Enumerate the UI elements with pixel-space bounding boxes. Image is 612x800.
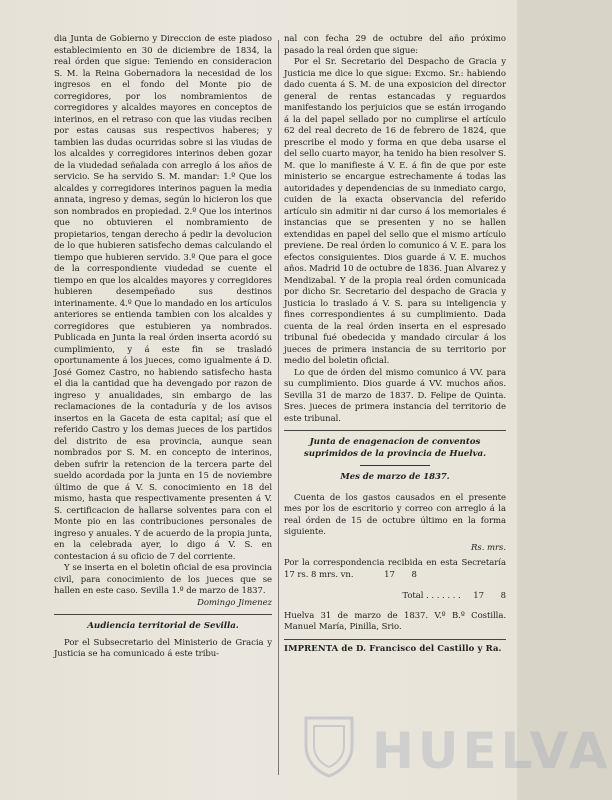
body-paragraph: nal con fecha 29 de octubre del año próximo pasado la real órden que sigue: bbox=[284, 34, 506, 56]
body-paragraph: Y se inserta en el boletin oficial de esa provincia civil, para conocimiento de los jueces que se hallen en este caso. Sevilla 1.º de marzo de 1837. bbox=[54, 563, 272, 596]
imprint-line: IMPRENTA de D. Francisco del Castillo y Ra. bbox=[284, 643, 502, 654]
total-row: Total . . . . . . . 17 8 bbox=[402, 591, 506, 601]
separator-rule bbox=[54, 614, 272, 615]
body-paragraph: Por el Sr. Secretario del Despacho de Gracia y Justicia me dice lo que sigue: Excmo. Sr.: habiendo dado cuenta á S. M. de una exposicion del director general de rentas estancadas y reguardos manifestando los perjuicios que se están irrogando á la del papel sellado por no cumplirse el artículo 62 del real decreto de 16 de febrero de 1824, que prescribe el modo y forma en que deba usarse el del sello cuarto mayor, ha tenido ha bien resolver S. M. que lo manifieste á V. E. á fin de que por este ministerio se encargue estrechamente á todas las autoridades y dependencias de su inmediato cargo, cuiden de la exacta observancia del referido artículo sin admitir ni dar curso á los memoriales é instancias que se presenten y no se hallen extendidas en papel del sello que el mismo artículo previene. De real órden lo comunico á V. E. para los efectos consiguientes. Dios guarde á V. E. muchos años. Madrid 10 de octubre de 1836. Juan Alvarez y Mendizabal. Y de la propia real órden comunicada por dicho Sr. Secretario del despacho de Gracia y Justicia lo traslado á V. S. para su inteligencia y fines correspondientes á su cumplimiento. Dada cuenta de la real órden inserta en el espresado tribunal fué obedecida y mandado circular á los jueces de primera instancia de su territorio por medio del boletin oficial. bbox=[284, 57, 506, 366]
section-heading: Audiencia territorial de Sevilla. bbox=[87, 621, 239, 631]
total-reales: 17 bbox=[473, 591, 484, 601]
column-divider bbox=[278, 40, 279, 775]
closing-line: Huelva 31 de marzo de 1837. V.º B.º Costilla. Manuel María, Pinilla, Srio. bbox=[284, 610, 506, 632]
body-paragraph: Lo que de órden del mismo comunico á VV. para su cumplimiento. Dios guarde á VV. muchos años. Sevilla 31 de marzo de 1837. D. Felipe de Quinta. Sres. jueces de primera instancia del territorio de este tribunal. bbox=[284, 367, 506, 424]
date-heading: Mes de marzo de 1837. bbox=[340, 472, 450, 482]
short-rule bbox=[360, 465, 430, 466]
left-column bbox=[54, 34, 272, 661]
body-paragraph: dia Junta de Gobierno y Direccion de este piadoso establecimiento en 30 de diciembre de 1834, la real órden que sigue: Teniendo en consideracion S. M. la Reina Gobernadora la necesidad de los ingresos en el fondo del Monte pio de corregidores, por los nombramientos de corregidores y alcaldes mayores en conceptos de interinos, en el retraso con que las viudas reciben por estas causas sus respectivos haberes; y tambien las dudas ocurridas sobre si las viudas de los alcaldes y corregidores interinos deben gozar de la viudedad señalada con arreglo á los años de servicio. Se ha servido S. M. mandar: 1.º Que los alcaldes y corregidores interinos paguen la media annata, ingreso y demas, según lo hicieron los que son nombrados en propiedad. 2.º Que los interinos que no obtuvieren el nombramiento de propietarios, tengan derecho á pedir la devolucion de lo que hubieren satisfecho demas calculando el tiempo que hubieren servido. 3.º Que para el goce de la correspondiente viudedad se cuente el tiempo en que los alcaldes mayores y corregidores hubieren desempeñado sus destinos interinamente. 4.º Que lo mandado en los artículos anteriores se entienda tambien con los alcaldes y corregidores que estubieren ya nombrados. Publicada en Junta la real órden inserta acordó su cumplimiento, y á este fin se trasladó oportunamente á los jueces, como igualmente á D. José Gomez Castro, no habiendo satisfecho hasta el dia la cantidad que ha devengado por razon de ingreso y anualidades, sin embargo de las reclamaciones de la contaduría y de los avisos insertos en la Gaceta de esta capital; así que el referido Castro y los demas jueces de los partidos del distrito de esa provincia, aunque sean nombrados por S. M. en concepto de interinos, deben sufrir la retencion de la tercera parte del sueldo acordada por la junta en 15 de noviembre último de que á V. S. conocimiento en 18 del mismo, hasta que respectivamente presenten á V. S. certificacion de hallarse solventes para con el Monte pio en las contribuciones personales de ingreso y anuales. Y de acuerdo de la propia junta, en la celebrada ayer, lo digo á V. S. en contestacion á su oficio de 7 del corriente. bbox=[54, 34, 272, 562]
section-heading: Junta de enagenacion de conventos suprimidos de la provincia de Huelva. bbox=[303, 437, 487, 459]
correspondence-text: Por la correspondencia recibida en esta Secretaría 17 rs. 8 mrs. vn. bbox=[284, 558, 506, 580]
total-maravedis: 8 bbox=[500, 591, 506, 601]
watermark-text: HUELVA bbox=[372, 722, 612, 780]
separator-rule bbox=[284, 639, 506, 640]
body-paragraph: Por el Subsecretario del Ministerio de Gracia y Justicia se ha comunicado á este tribu- bbox=[54, 637, 272, 659]
total-label: Total bbox=[402, 591, 424, 601]
signature: Domingo Jimenez bbox=[197, 597, 272, 608]
separator-rule bbox=[284, 430, 506, 431]
right-column bbox=[284, 34, 506, 655]
crest-watermark-icon bbox=[296, 712, 362, 778]
correspondence-entry bbox=[284, 558, 506, 581]
correspondence-maravedis: 8 bbox=[411, 569, 417, 580]
currency-header: Rs. mrs. bbox=[471, 542, 506, 553]
correspondence-reales: 17 bbox=[384, 569, 395, 580]
body-paragraph: Cuenta de los gastos causados en el presente mes por los de escritorio y correo con arreglo á la real órden de 15 de octubre último en la forma siguiente. bbox=[284, 492, 506, 537]
